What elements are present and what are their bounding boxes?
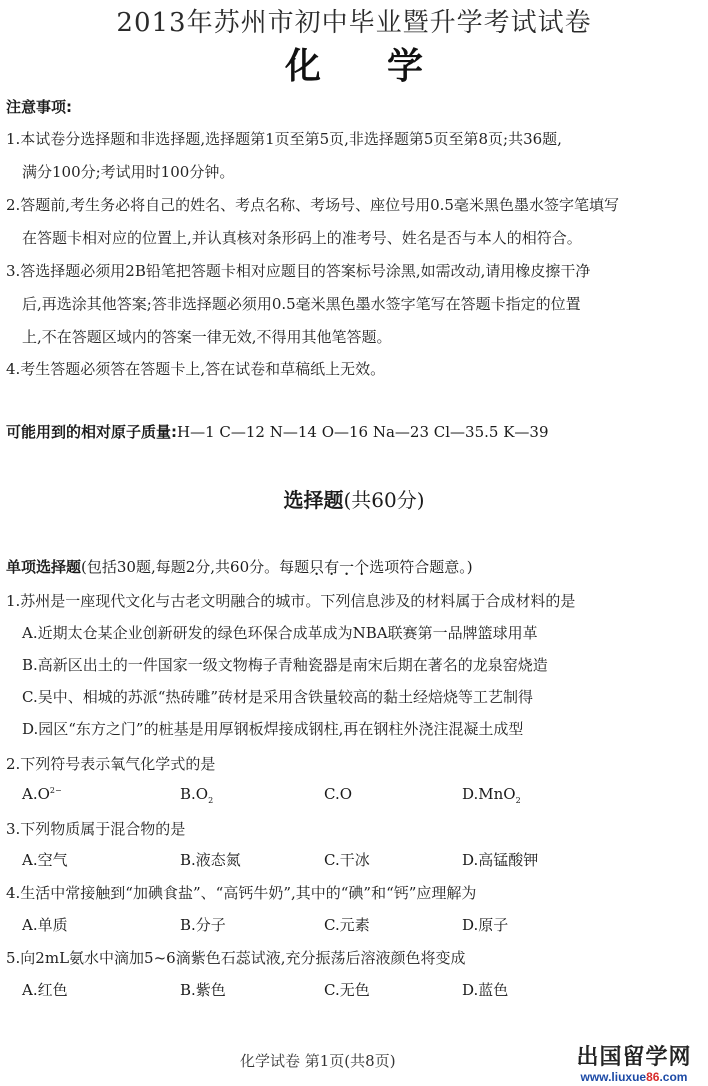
notice-item-3-line-2: 后,再选涂其他答案;答非选择题必须用0.5毫米黑色墨水签字笔写在答题卡指定的位置 — [22, 295, 581, 313]
question-3-option-d: D.高锰酸钾 — [462, 851, 539, 869]
section-points: (共60分) — [343, 488, 425, 512]
question-5-option-d: D.蓝色 — [462, 981, 509, 999]
question-2-option-a: $A.O^{2-}$ — [22, 785, 62, 803]
subject-char-1: 化 — [284, 46, 321, 87]
emphasis-char: 个 — [354, 558, 370, 576]
question-4-option-c: C.元素 — [324, 916, 370, 934]
watermark-url: www.liuxue86.com — [580, 1070, 688, 1084]
single-choice-desc: (包括30题,每题2分,共60分。每题 — [81, 558, 310, 576]
question-2-option-b: $B.O_2$ — [180, 785, 214, 805]
subject-title — [0, 38, 708, 89]
section-title: 选择题 — [283, 488, 344, 512]
question-2-option-c: C.O — [324, 785, 353, 803]
question-2-stem: 2.下列符号表示氧气化学式的是 — [6, 755, 216, 773]
question-5-option-a: A.红色 — [22, 981, 68, 999]
question-1-option-a: A.近期太仓某企业创新研发的绿色环保合成革成为NBA联赛第一品牌篮球用革 — [22, 624, 538, 642]
question-4-option-b: B.分子 — [180, 916, 226, 934]
notice-item-3-line-1: 3.答选择题必须用2B铅笔把答题卡相对应题目的答案标号涂黑,如需改动,请用橡皮擦干净 — [6, 262, 591, 280]
notice-item-3-line-3: 上,不在答题区域内的答案一律无效,不得用其他笔答题。 — [22, 328, 392, 346]
watermark-name: 出国留学网 — [576, 1045, 692, 1070]
single-choice-desc-end: 选项符合题意。) — [369, 558, 473, 576]
notice-item-4-line-1: 4.考生答题必须答在答题卡上,答在试卷和草稿纸上无效。 — [6, 360, 386, 378]
question-5-option-c: C.无色 — [324, 981, 370, 999]
subject-char-2: 学 — [387, 46, 424, 87]
question-3-option-c: C.干冰 — [324, 851, 370, 869]
question-1-option-b: B.高新区出土的一件国家一级文物梅子青釉瓷器是南宋后期在著名的龙泉窑烧造 — [22, 656, 548, 674]
question-4-option-a: A.单质 — [22, 916, 68, 934]
question-3-option-a: A.空气 — [22, 851, 68, 869]
page-footer: 化学试卷 第1页(共8页) — [240, 1052, 396, 1070]
atomic-masses-label: 可能用到的相对原子质量: — [6, 423, 177, 441]
question-3-option-b: B.液态氮 — [180, 851, 241, 869]
section-heading — [0, 484, 708, 513]
emphasis-char: 只 — [309, 558, 325, 576]
single-choice-instructions — [6, 556, 473, 577]
atomic-masses — [6, 421, 549, 442]
question-3-stem: 3.下列物质属于混合物的是 — [6, 820, 186, 838]
notice-heading: 注意事项: — [6, 98, 72, 116]
question-5-option-b: B.紫色 — [180, 981, 226, 999]
emphasis-char: 有 — [324, 558, 340, 576]
question-5-stem: 5.向2mL氨水中滴加5~6滴紫色石蕊试液,充分振荡后溶液颜色将变成 — [6, 949, 466, 967]
atomic-masses-values: H—1 C—12 N—14 O—16 Na—23 Cl—35.5 K—39 — [177, 423, 549, 441]
question-2-option-d: D.MnO$_2$ — [462, 785, 521, 805]
notice-item-1-line-1: 1.本试卷分选择题和非选择题,选择题第1页至第5页,非选择题第5页至第8页;共36题, — [6, 130, 562, 148]
question-4-option-d: D.原子 — [462, 916, 509, 934]
single-choice-label: 单项选择题 — [6, 558, 82, 576]
question-1-stem: 1.苏州是一座现代文化与古老文明融合的城市。下列信息涉及的材料属于合成材料的是 — [6, 592, 576, 610]
emphasis-char: 一 — [339, 558, 355, 576]
notice-item-1-line-2: 满分100分;考试用时100分钟。 — [22, 163, 235, 181]
watermark-logo — [564, 1046, 704, 1084]
notice-item-2-line-2: 在答题卡相对应的位置上,并认真核对条形码上的准考号、姓名是否与本人的相符合。 — [22, 229, 582, 247]
question-1-option-c: C.吴中、相城的苏派“热砖雕”砖材是采用含铁量较高的黏土经焙烧等工艺制得 — [22, 688, 534, 706]
notice-item-2-line-1: 2.答题前,考生务必将自己的姓名、考点名称、考场号、座位号用0.5毫米黑色墨水签字笔填写 — [6, 196, 619, 214]
question-4-stem: 4.生活中常接触到“加碘食盐”、“高钙牛奶”,其中的“碘”和“钙”应理解为 — [6, 884, 477, 902]
exam-title: 2013年苏州市初中毕业暨升学考试试卷 — [116, 8, 592, 38]
question-1-option-d: D.园区“东方之门”的桩基是用厚钢板焊接成钢柱,再在钢柱外浇注混凝土成型 — [22, 720, 524, 738]
